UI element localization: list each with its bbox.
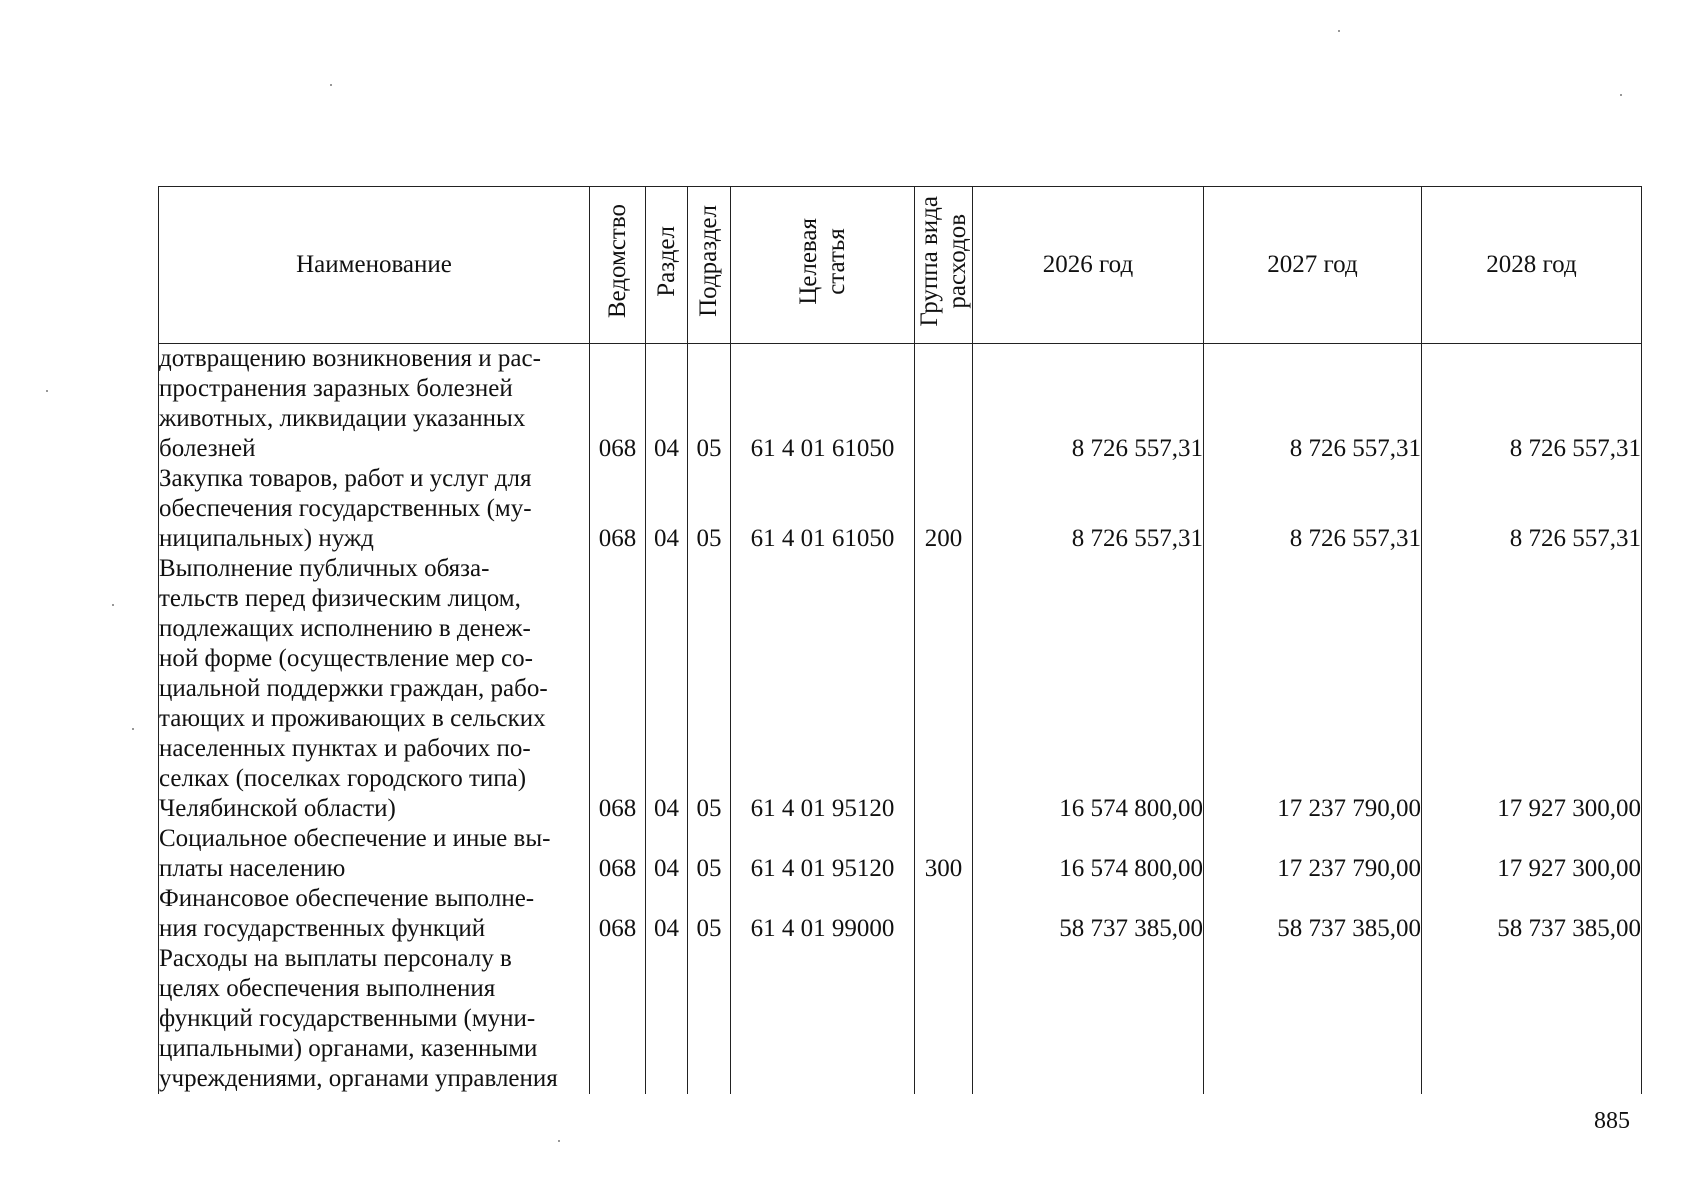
header-target-article-line1: Целевая <box>794 217 822 305</box>
row-amount-2026: 16 574 800,00 <box>973 554 1204 824</box>
row-section: 04 <box>646 554 688 824</box>
scan-speck <box>132 728 134 730</box>
name-line: обеспечения государственных (му- <box>159 495 532 522</box>
header-expense-group <box>915 187 973 344</box>
row-department: 068 <box>590 884 646 944</box>
budget-table <box>158 186 1642 1094</box>
row-amount-2028: 8 726 557,31 <box>1422 464 1642 554</box>
row-name <box>159 884 590 944</box>
header-section <box>646 187 688 344</box>
row-expense-group <box>915 344 973 465</box>
table-row <box>159 884 1642 944</box>
name-line: учреждениями, органами управления <box>159 1065 558 1092</box>
table-row <box>159 944 1642 1094</box>
scan-speck <box>1620 94 1622 96</box>
name-line: Челябинской области) <box>159 795 396 822</box>
row-amount-2026: 8 726 557,31 <box>973 344 1204 465</box>
name-line: целях обеспечения выполнения <box>159 975 496 1002</box>
row-amount-2026: 8 726 557,31 <box>973 464 1204 554</box>
table-row <box>159 464 1642 554</box>
row-amount-2026: 58 737 385,00 <box>973 884 1204 944</box>
name-line: селках (поселках городского типа) <box>159 765 527 792</box>
name-line: тающих и проживающих в сельских <box>159 705 546 732</box>
name-line: ной форме (осуществление мер со- <box>159 645 533 672</box>
row-amount-2027: 58 737 385,00 <box>1204 884 1422 944</box>
row-target-article: 61 4 01 99000 <box>731 884 915 944</box>
row-amount-2028: 8 726 557,31 <box>1422 344 1642 465</box>
row-subsection: 05 <box>688 344 731 465</box>
header-department-label: Ведомство <box>603 203 631 319</box>
row-name <box>159 344 590 465</box>
row-section: 04 <box>646 884 688 944</box>
row-target-article: 61 4 01 95120 <box>731 554 915 824</box>
row-target-article <box>731 944 915 1094</box>
row-section: 04 <box>646 464 688 554</box>
name-line: Финансовое обеспечение выполне- <box>159 885 535 912</box>
name-line: Расходы на выплаты персоналу в <box>159 945 512 972</box>
header-target-article <box>731 187 915 344</box>
row-amount-2026: 16 574 800,00 <box>973 824 1204 884</box>
row-amount-2028: 17 927 300,00 <box>1422 824 1642 884</box>
scan-speck <box>1338 30 1340 32</box>
header-target-article-label <box>795 218 851 305</box>
name-line: платы населению <box>159 855 346 882</box>
header-expense-group-line2: расходов <box>943 213 971 309</box>
row-department: 068 <box>590 344 646 465</box>
header-year-2028: 2028 год <box>1422 187 1642 344</box>
scan-speck <box>46 390 48 392</box>
row-subsection: 05 <box>688 464 731 554</box>
name-line: ния государственных функций <box>159 915 486 942</box>
page-number: 885 <box>1594 1108 1630 1134</box>
name-line: функций государственными (муни- <box>159 1005 536 1032</box>
row-subsection: 05 <box>688 884 731 944</box>
table-row <box>159 344 1642 465</box>
row-name <box>159 554 590 824</box>
row-name <box>159 944 590 1094</box>
row-subsection: 05 <box>688 824 731 884</box>
name-line: тельств перед физическим лицом, <box>159 585 521 612</box>
header-year-2027: 2027 год <box>1204 187 1422 344</box>
name-line: Выполнение публичных обяза- <box>159 555 490 582</box>
row-amount-2027 <box>1204 944 1422 1094</box>
row-amount-2026 <box>973 944 1204 1094</box>
row-expense-group <box>915 884 973 944</box>
row-amount-2028 <box>1422 944 1642 1094</box>
table-row <box>159 824 1642 884</box>
row-expense-group: 200 <box>915 464 973 554</box>
name-line: дотвращению возникновения и рас- <box>159 345 541 372</box>
row-amount-2027: 17 237 790,00 <box>1204 554 1422 824</box>
header-expense-group-label <box>916 196 972 327</box>
table-row <box>159 554 1642 824</box>
row-name <box>159 824 590 884</box>
header-name: Наименование <box>159 187 590 344</box>
name-line: ципальными) органами, казенными <box>159 1035 538 1062</box>
name-line: пространения заразных болезней <box>159 375 513 402</box>
row-expense-group <box>915 554 973 824</box>
scan-speck <box>558 1140 560 1142</box>
name-line: циальной поддержки граждан, рабо- <box>159 675 548 702</box>
row-department: 068 <box>590 824 646 884</box>
row-target-article: 61 4 01 95120 <box>731 824 915 884</box>
row-amount-2028: 17 927 300,00 <box>1422 554 1642 824</box>
row-subsection: 05 <box>688 554 731 824</box>
name-line: животных, ликвидации указанных <box>159 405 526 432</box>
row-amount-2028: 58 737 385,00 <box>1422 884 1642 944</box>
row-subsection <box>688 944 731 1094</box>
scan-speck <box>112 604 114 606</box>
row-department <box>590 944 646 1094</box>
name-line: ниципальных) нужд <box>159 525 374 552</box>
row-department: 068 <box>590 554 646 824</box>
header-section-label: Раздел <box>652 225 680 297</box>
scan-speck <box>330 84 332 86</box>
name-line: подлежащих исполнению в денеж- <box>159 615 531 642</box>
row-name <box>159 464 590 554</box>
row-department: 068 <box>590 464 646 554</box>
header-expense-group-line1: Группа вида <box>915 195 943 327</box>
header-department <box>590 187 646 344</box>
row-section <box>646 944 688 1094</box>
header-year-2026: 2026 год <box>973 187 1204 344</box>
row-amount-2027: 17 237 790,00 <box>1204 824 1422 884</box>
row-section: 04 <box>646 344 688 465</box>
header-target-article-line2: статья <box>822 227 850 295</box>
table-header-row <box>159 187 1642 344</box>
header-subsection-label: Подраздел <box>695 205 722 317</box>
row-expense-group: 300 <box>915 824 973 884</box>
name-line: Закупка товаров, работ и услуг для <box>159 465 532 492</box>
row-amount-2027: 8 726 557,31 <box>1204 344 1422 465</box>
row-target-article: 61 4 01 61050 <box>731 464 915 554</box>
name-line: болезней <box>159 435 256 462</box>
row-section: 04 <box>646 824 688 884</box>
name-line: Социальное обеспечение и иные вы- <box>159 825 551 852</box>
row-amount-2027: 8 726 557,31 <box>1204 464 1422 554</box>
row-expense-group <box>915 944 973 1094</box>
name-line: населенных пунктах и рабочих по- <box>159 735 531 762</box>
header-subsection <box>688 187 731 344</box>
row-target-article: 61 4 01 61050 <box>731 344 915 465</box>
